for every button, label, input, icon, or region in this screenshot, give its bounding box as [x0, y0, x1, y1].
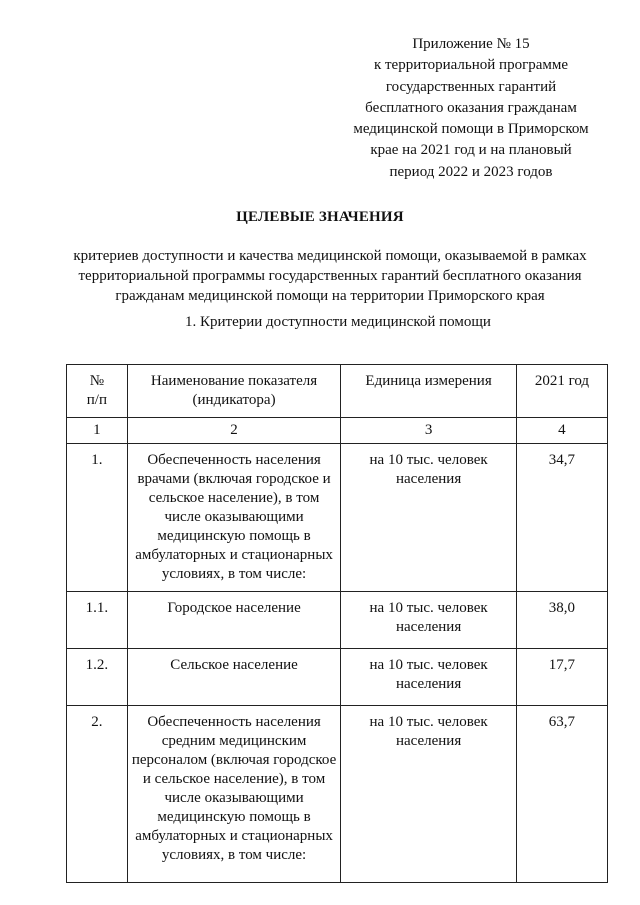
- row-name: Сельское население: [127, 649, 341, 706]
- table-row: [67, 706, 608, 883]
- appendix-block: [332, 34, 610, 183]
- column-number: 4: [516, 418, 607, 444]
- column-number: 1: [67, 418, 128, 444]
- section-heading: 1. Критерии доступности медицинской помощи: [185, 314, 491, 330]
- row-num: 2.: [67, 706, 128, 883]
- row-value: 38,0: [516, 592, 607, 649]
- subtitle-line: критериев доступности и качества медицинской помощи, оказываемой в рамках: [73, 248, 587, 264]
- row-value: 17,7: [516, 649, 607, 706]
- table-row: [67, 649, 608, 706]
- appendix-line: Приложение № 15: [412, 36, 530, 52]
- table-header-row: [67, 365, 608, 418]
- criteria-table: [66, 364, 608, 883]
- row-num: 1.2.: [67, 649, 128, 706]
- subtitle-line: гражданам медицинской помощи на территории Приморского края: [115, 288, 545, 304]
- appendix-line: бесплатного оказания гражданам: [365, 99, 577, 116]
- row-value: 63,7: [516, 706, 607, 883]
- appendix-line: государственных гарантий: [385, 78, 557, 95]
- row-num: 1.1.: [67, 592, 128, 649]
- appendix-line: к территориальной программе: [373, 57, 569, 74]
- header-name: Наименование показателя (индикатора): [127, 365, 341, 418]
- column-number: 2: [127, 418, 341, 444]
- row-unit: на 10 тыс. человек населения: [341, 444, 517, 592]
- table-row: [67, 444, 608, 592]
- appendix-line: период 2022 и 2023 годов: [389, 163, 553, 180]
- column-numbers-row: [67, 418, 608, 444]
- header-unit: Единица измерения: [341, 365, 517, 418]
- appendix-line: медицинской помощи в Приморском: [353, 121, 589, 138]
- row-name: Обеспеченность населения средним медицинским персоналом (включая городское и сельское население), в том числе оказывающими медицинскую помощь в амбулаторных и стационарных условиях, в том числе:: [127, 706, 341, 883]
- row-unit: на 10 тыс. человек населения: [341, 649, 517, 706]
- row-name: Обеспеченность населения врачами (включая городское и сельское население), в том числе оказывающими медицинскую помощь в амбулаторных и стационарных условиях, в том числе:: [127, 444, 341, 592]
- header-value: 2021 год: [516, 365, 607, 418]
- row-name: Городское население: [127, 592, 341, 649]
- row-unit: на 10 тыс. человек населения: [341, 592, 517, 649]
- subtitle-line: территориальной программы государственных гарантий бесплатного оказания: [78, 268, 582, 284]
- row-num: 1.: [67, 444, 128, 592]
- column-number: 3: [341, 418, 517, 444]
- document-subtitle: [40, 246, 620, 306]
- table-row: [67, 592, 608, 649]
- appendix-line: крае на 2021 год и на плановый: [370, 142, 572, 159]
- row-value: 34,7: [516, 444, 607, 592]
- document-title: ЦЕЛЕВЫЕ ЗНАЧЕНИЯ: [236, 209, 404, 225]
- header-num: № п/п: [67, 365, 128, 418]
- row-unit: на 10 тыс. человек населения: [341, 706, 517, 883]
